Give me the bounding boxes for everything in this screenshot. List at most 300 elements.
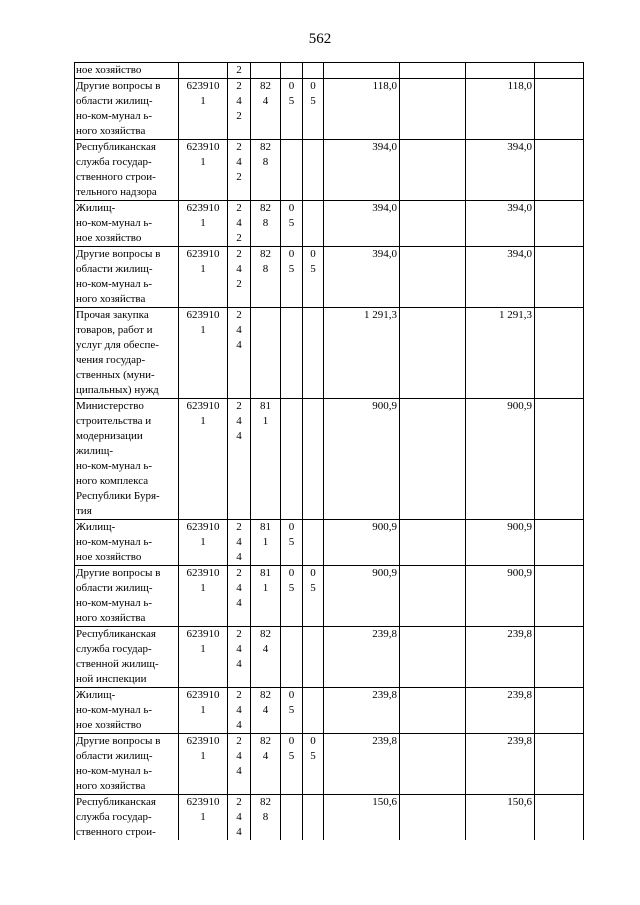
row-name-cell-line: ное хозяйство bbox=[76, 551, 142, 563]
row-name-cell-line: но-ком-мунал ь- bbox=[76, 460, 152, 472]
expense-type-cell bbox=[228, 79, 251, 140]
expense-type-cell bbox=[228, 63, 251, 79]
ministry-code-cell-line: 82 bbox=[260, 628, 271, 640]
section-cell-line: 5 bbox=[288, 263, 295, 275]
row-name-cell-line: ного хозяйства bbox=[76, 612, 146, 624]
section-cell-line: 0 bbox=[288, 80, 295, 92]
expense-type-cell-line: 4 bbox=[236, 339, 242, 351]
target-code-cell-line: 623910 bbox=[186, 567, 220, 579]
amount-extra-cell bbox=[535, 399, 584, 520]
row-name-cell-line: Другие вопросы в bbox=[76, 735, 161, 747]
row-name-cell-line: ного хозяйства bbox=[76, 780, 146, 792]
expense-type-cell-line: 4 bbox=[236, 658, 242, 670]
target-code-cell bbox=[179, 399, 228, 520]
ministry-code-cell bbox=[251, 140, 281, 201]
subsection-cell bbox=[303, 520, 324, 566]
target-code-cell-line: 1 bbox=[200, 156, 206, 168]
row-name-cell-line: Республики Буря- bbox=[76, 490, 160, 502]
row-name-cell-line: ного хозяйства bbox=[76, 125, 146, 137]
expense-type-cell bbox=[228, 627, 251, 688]
amount-republic-cell: 239,8 bbox=[466, 734, 535, 795]
amount-republic-cell: 394,0 bbox=[466, 140, 535, 201]
row-name-cell-line: ной инспекции bbox=[76, 673, 147, 685]
row-name-cell bbox=[75, 566, 179, 627]
expense-type-cell-line: 4 bbox=[236, 750, 242, 762]
expense-type-cell-line: 4 bbox=[236, 324, 242, 336]
row-name-cell-line: но-ком-мунал ь- bbox=[76, 597, 152, 609]
subsection-cell-line bbox=[304, 795, 322, 810]
row-name-cell-line: ственного строи- bbox=[76, 826, 156, 838]
table-row bbox=[75, 79, 584, 140]
table-body bbox=[75, 63, 584, 841]
expense-type-cell-line: 2 bbox=[236, 171, 242, 183]
expense-type-cell-line: 4 bbox=[236, 597, 242, 609]
subsection-cell-line: 5 bbox=[310, 750, 316, 762]
target-code-cell-line: 1 bbox=[200, 415, 206, 427]
expense-type-cell-line: 2 bbox=[236, 628, 242, 640]
target-code-cell bbox=[179, 201, 228, 247]
row-name-cell-line: строительства и bbox=[76, 415, 152, 427]
expense-type-cell bbox=[228, 520, 251, 566]
amount-total-cell: 394,0 bbox=[324, 201, 400, 247]
row-name-cell-line: области жилищ- bbox=[76, 263, 153, 275]
section-cell-line bbox=[282, 627, 301, 642]
ministry-code-cell bbox=[251, 201, 281, 247]
expense-type-cell-line: 2 bbox=[236, 232, 242, 244]
ministry-code-cell-line: 4 bbox=[262, 643, 269, 655]
expense-type-cell-line: 2 bbox=[236, 80, 242, 92]
amount-total-cell: 900,9 bbox=[324, 520, 400, 566]
row-name-cell bbox=[75, 308, 179, 399]
section-cell-line: 0 bbox=[288, 248, 295, 260]
ministry-code-cell-line: 81 bbox=[260, 567, 271, 579]
expense-type-cell bbox=[228, 140, 251, 201]
target-code-cell bbox=[179, 63, 228, 79]
expense-type-cell-line: 2 bbox=[236, 110, 242, 122]
row-name-cell-line: Жилищ- bbox=[76, 521, 116, 533]
expense-type-cell-line: 2 bbox=[236, 278, 242, 290]
expense-type-cell-line: 4 bbox=[236, 536, 242, 548]
target-code-cell bbox=[179, 688, 228, 734]
target-code-cell bbox=[179, 308, 228, 399]
section-cell bbox=[281, 247, 303, 308]
row-name-cell-line: ное хозяйство bbox=[76, 232, 142, 244]
target-code-cell-line: 623910 bbox=[186, 521, 220, 533]
row-name-cell bbox=[75, 140, 179, 201]
amount-federal-cell bbox=[400, 140, 466, 201]
row-name-cell-line: области жилищ- bbox=[76, 750, 153, 762]
subsection-cell bbox=[303, 627, 324, 688]
target-code-cell-line: 623910 bbox=[186, 80, 220, 92]
row-name-cell bbox=[75, 399, 179, 520]
amount-total-cell: 118,0 bbox=[324, 79, 400, 140]
subsection-cell bbox=[303, 63, 324, 79]
target-code-cell bbox=[179, 520, 228, 566]
amount-federal-cell bbox=[400, 201, 466, 247]
row-name-cell-line: но-ком-мунал ь- bbox=[76, 536, 152, 548]
amount-total-cell: 900,9 bbox=[324, 399, 400, 520]
section-cell-line: 5 bbox=[288, 704, 295, 716]
amount-republic-cell: 394,0 bbox=[466, 201, 535, 247]
table-row bbox=[75, 795, 584, 841]
amount-extra-cell bbox=[535, 247, 584, 308]
target-code-cell bbox=[179, 140, 228, 201]
ministry-code-cell-line: 1 bbox=[262, 536, 269, 548]
expense-type-cell-line: 2 bbox=[236, 796, 242, 808]
row-name-cell-line: Другие вопросы в bbox=[76, 248, 161, 260]
amount-total-cell: 900,9 bbox=[324, 566, 400, 627]
row-name-cell-line: но-ком-мунал ь- bbox=[76, 765, 152, 777]
amount-federal-cell bbox=[400, 566, 466, 627]
amount-extra-cell bbox=[535, 566, 584, 627]
expense-type-cell-line: 2 bbox=[236, 567, 242, 579]
ministry-code-cell-line: 82 bbox=[260, 689, 271, 701]
section-cell-line: 5 bbox=[288, 95, 295, 107]
expense-type-cell-line: 4 bbox=[236, 95, 242, 107]
amount-republic-cell: 239,8 bbox=[466, 627, 535, 688]
amount-federal-cell bbox=[400, 734, 466, 795]
ministry-code-cell-line: 1 bbox=[262, 415, 269, 427]
row-name-cell bbox=[75, 247, 179, 308]
section-cell bbox=[281, 795, 303, 841]
section-cell-line: 0 bbox=[288, 521, 295, 533]
row-name-cell-line: ного комплекса bbox=[76, 475, 149, 487]
row-name-cell bbox=[75, 795, 179, 841]
table-row bbox=[75, 520, 584, 566]
row-name-cell-line: ное хозяйство bbox=[76, 64, 142, 76]
row-name-cell-line: служба государ- bbox=[76, 156, 152, 168]
amount-federal-cell bbox=[400, 247, 466, 308]
row-name-cell-line: Республиканская bbox=[76, 628, 156, 640]
row-name-cell-line: Министерство bbox=[76, 400, 144, 412]
amount-extra-cell bbox=[535, 520, 584, 566]
row-name-cell bbox=[75, 201, 179, 247]
subsection-cell bbox=[303, 734, 324, 795]
expense-type-cell bbox=[228, 247, 251, 308]
ministry-code-cell-line: 4 bbox=[262, 95, 269, 107]
amount-extra-cell bbox=[535, 308, 584, 399]
table-row bbox=[75, 566, 584, 627]
target-code-cell bbox=[179, 627, 228, 688]
table-row bbox=[75, 140, 584, 201]
section-cell bbox=[281, 688, 303, 734]
amount-extra-cell bbox=[535, 734, 584, 795]
amount-extra-cell bbox=[535, 140, 584, 201]
amount-federal-cell bbox=[400, 520, 466, 566]
expense-type-cell bbox=[228, 795, 251, 841]
expense-type-cell-line: 2 bbox=[236, 689, 242, 701]
row-name-cell-line: ного хозяйства bbox=[76, 293, 146, 305]
amount-republic-cell: 900,9 bbox=[466, 520, 535, 566]
row-name-cell-line: Жилищ- bbox=[76, 689, 116, 701]
target-code-cell-line: 1 bbox=[200, 217, 206, 229]
ministry-code-cell-line: 82 bbox=[260, 141, 271, 153]
section-cell bbox=[281, 63, 303, 79]
section-cell bbox=[281, 140, 303, 201]
row-name-cell-line: но-ком-мунал ь- bbox=[76, 110, 152, 122]
amount-total-cell bbox=[324, 63, 400, 79]
table-row bbox=[75, 63, 584, 79]
subsection-cell-line bbox=[304, 201, 322, 216]
table-row bbox=[75, 308, 584, 399]
subsection-cell bbox=[303, 140, 324, 201]
target-code-cell bbox=[179, 734, 228, 795]
target-code-cell-line: 623910 bbox=[186, 796, 220, 808]
section-cell-line: 5 bbox=[288, 750, 295, 762]
row-name-cell-line: товаров, работ и bbox=[76, 324, 153, 336]
target-code-cell-line: 1 bbox=[200, 324, 206, 336]
amount-federal-cell bbox=[400, 79, 466, 140]
row-name-cell-line: чения государ- bbox=[76, 354, 146, 366]
ministry-code-cell-line: 82 bbox=[260, 735, 271, 747]
row-name-cell-line: ное хозяйство bbox=[76, 719, 142, 731]
target-code-cell-line: 623910 bbox=[186, 202, 220, 214]
target-code-cell bbox=[179, 247, 228, 308]
section-cell-line bbox=[282, 795, 301, 810]
ministry-code-cell bbox=[251, 627, 281, 688]
page-number: 562 bbox=[308, 31, 332, 47]
row-name-cell-line: Республиканская bbox=[76, 796, 156, 808]
subsection-cell bbox=[303, 308, 324, 399]
expense-type-cell-line: 2 bbox=[236, 248, 242, 260]
target-code-cell-line bbox=[180, 63, 226, 78]
ministry-code-cell-line: 8 bbox=[262, 156, 269, 168]
target-code-cell-line: 1 bbox=[200, 263, 206, 275]
subsection-cell bbox=[303, 566, 324, 627]
row-name-cell-line: служба государ- bbox=[76, 811, 152, 823]
row-name-cell-line: Другие вопросы в bbox=[76, 80, 161, 92]
expense-type-cell-line: 2 bbox=[236, 400, 242, 412]
amount-extra-cell bbox=[535, 63, 584, 79]
ministry-code-cell-line: 82 bbox=[260, 796, 271, 808]
expense-type-cell-line: 4 bbox=[236, 217, 242, 229]
amount-republic-cell: 1 291,3 bbox=[466, 308, 535, 399]
ministry-code-cell bbox=[251, 308, 281, 399]
target-code-cell-line: 1 bbox=[200, 811, 206, 823]
target-code-cell-line: 1 bbox=[200, 536, 206, 548]
section-cell bbox=[281, 79, 303, 140]
ministry-code-cell bbox=[251, 399, 281, 520]
amount-federal-cell bbox=[400, 308, 466, 399]
expense-type-cell-line: 4 bbox=[236, 551, 242, 563]
expense-type-cell-line: 2 bbox=[236, 735, 242, 747]
amount-federal-cell bbox=[400, 399, 466, 520]
section-cell bbox=[281, 627, 303, 688]
expense-type-cell-line: 4 bbox=[236, 765, 242, 777]
expense-type-cell-line: 4 bbox=[236, 826, 242, 838]
target-code-cell-line: 623910 bbox=[186, 735, 220, 747]
expense-type-cell bbox=[228, 566, 251, 627]
section-cell bbox=[281, 399, 303, 520]
section-cell-line: 5 bbox=[288, 536, 295, 548]
target-code-cell-line: 1 bbox=[200, 95, 206, 107]
amount-republic-cell bbox=[466, 63, 535, 79]
section-cell-line bbox=[282, 308, 301, 323]
expense-type-cell-line: 2 bbox=[236, 64, 242, 76]
subsection-cell-line bbox=[304, 399, 322, 414]
expense-type-cell-line: 4 bbox=[236, 704, 242, 716]
expense-type-cell bbox=[228, 734, 251, 795]
expense-type-cell-line: 4 bbox=[236, 156, 242, 168]
amount-federal-cell bbox=[400, 795, 466, 841]
row-name-cell-line: модернизации bbox=[76, 430, 143, 442]
ministry-code-cell bbox=[251, 795, 281, 841]
subsection-cell-line bbox=[304, 308, 322, 323]
row-name-cell-line: услуг для обеспе- bbox=[76, 339, 159, 351]
subsection-cell bbox=[303, 399, 324, 520]
amount-republic-cell: 900,9 bbox=[466, 399, 535, 520]
subsection-cell-line bbox=[304, 140, 322, 155]
amount-total-cell: 239,8 bbox=[324, 627, 400, 688]
section-cell bbox=[281, 566, 303, 627]
target-code-cell-line: 1 bbox=[200, 643, 206, 655]
expense-type-cell bbox=[228, 201, 251, 247]
row-name-cell-line: служба государ- bbox=[76, 643, 152, 655]
ministry-code-cell-line: 81 bbox=[260, 400, 271, 412]
subsection-cell bbox=[303, 795, 324, 841]
ministry-code-cell bbox=[251, 79, 281, 140]
expense-type-cell-line: 4 bbox=[236, 263, 242, 275]
table-row bbox=[75, 627, 584, 688]
ministry-code-cell bbox=[251, 566, 281, 627]
expense-type-cell-line: 4 bbox=[236, 582, 242, 594]
ministry-code-cell-line: 82 bbox=[260, 80, 271, 92]
amount-republic-cell: 150,6 bbox=[466, 795, 535, 841]
row-name-cell-line: тия bbox=[76, 505, 92, 517]
subsection-cell bbox=[303, 201, 324, 247]
subsection-cell-line: 0 bbox=[310, 567, 316, 579]
amount-republic-cell: 239,8 bbox=[466, 688, 535, 734]
section-cell bbox=[281, 308, 303, 399]
table-row bbox=[75, 399, 584, 520]
ministry-code-cell-line: 8 bbox=[262, 217, 269, 229]
ministry-code-cell-line bbox=[252, 63, 279, 78]
table-row bbox=[75, 201, 584, 247]
table-row bbox=[75, 734, 584, 795]
row-name-cell-line: Прочая закупка bbox=[76, 309, 149, 321]
target-code-cell bbox=[179, 79, 228, 140]
subsection-cell bbox=[303, 79, 324, 140]
row-name-cell-line: Жилищ- bbox=[76, 202, 116, 214]
target-code-cell-line: 1 bbox=[200, 582, 206, 594]
expense-type-cell-line: 4 bbox=[236, 415, 242, 427]
row-name-cell bbox=[75, 79, 179, 140]
row-name-cell bbox=[75, 520, 179, 566]
table-row bbox=[75, 247, 584, 308]
ministry-code-cell-line: 82 bbox=[260, 202, 271, 214]
expense-type-cell-line: 4 bbox=[236, 719, 242, 731]
subsection-cell-line: 0 bbox=[310, 735, 316, 747]
ministry-code-cell-line: 81 bbox=[260, 521, 271, 533]
amount-total-cell: 394,0 bbox=[324, 247, 400, 308]
expense-type-cell-line: 2 bbox=[236, 521, 242, 533]
amount-total-cell: 239,8 bbox=[324, 688, 400, 734]
ministry-code-cell-line: 4 bbox=[262, 750, 269, 762]
section-cell-line bbox=[282, 140, 301, 155]
expense-type-cell-line: 2 bbox=[236, 141, 242, 153]
ministry-code-cell-line: 4 bbox=[262, 704, 269, 716]
row-name-cell-line: области жилищ- bbox=[76, 95, 153, 107]
expense-type-cell bbox=[228, 308, 251, 399]
expense-type-cell-line: 4 bbox=[236, 643, 242, 655]
subsection-cell-line: 5 bbox=[310, 582, 316, 594]
row-name-cell-line: но-ком-мунал ь- bbox=[76, 278, 152, 290]
row-name-cell-line: Другие вопросы в bbox=[76, 567, 161, 579]
row-name-cell-line: ципальных) нужд bbox=[76, 384, 159, 396]
amount-federal-cell bbox=[400, 688, 466, 734]
amount-federal-cell bbox=[400, 63, 466, 79]
expense-type-cell-line: 2 bbox=[236, 309, 242, 321]
amount-republic-cell: 118,0 bbox=[466, 79, 535, 140]
amount-extra-cell bbox=[535, 79, 584, 140]
section-cell bbox=[281, 520, 303, 566]
amount-total-cell: 1 291,3 bbox=[324, 308, 400, 399]
row-name-cell-line: но-ком-мунал ь- bbox=[76, 217, 152, 229]
ministry-code-cell bbox=[251, 520, 281, 566]
subsection-cell-line: 0 bbox=[310, 80, 316, 92]
section-cell bbox=[281, 201, 303, 247]
ministry-code-cell bbox=[251, 688, 281, 734]
target-code-cell-line: 1 bbox=[200, 750, 206, 762]
target-code-cell-line: 623910 bbox=[186, 141, 220, 153]
target-code-cell-line: 623910 bbox=[186, 689, 220, 701]
section-cell-line: 5 bbox=[288, 217, 295, 229]
amount-extra-cell bbox=[535, 201, 584, 247]
expense-type-cell-line: 4 bbox=[236, 430, 242, 442]
amount-extra-cell bbox=[535, 795, 584, 841]
amount-republic-cell: 394,0 bbox=[466, 247, 535, 308]
target-code-cell-line: 1 bbox=[200, 704, 206, 716]
subsection-cell bbox=[303, 247, 324, 308]
subsection-cell-line bbox=[304, 63, 322, 78]
ministry-code-cell-line: 82 bbox=[260, 248, 271, 260]
ministry-code-cell-line: 8 bbox=[262, 811, 269, 823]
subsection-cell bbox=[303, 688, 324, 734]
subsection-cell-line bbox=[304, 520, 322, 535]
row-name-cell-line: Республиканская bbox=[76, 141, 156, 153]
row-name-cell-line: области жилищ- bbox=[76, 582, 153, 594]
ministry-code-cell bbox=[251, 247, 281, 308]
section-cell-line: 0 bbox=[288, 567, 295, 579]
row-name-cell-line: тельного надзора bbox=[76, 186, 157, 198]
expense-type-cell bbox=[228, 399, 251, 520]
section-cell bbox=[281, 734, 303, 795]
section-cell-line: 0 bbox=[288, 689, 295, 701]
ministry-code-cell bbox=[251, 734, 281, 795]
row-name-cell-line: ственных (муни- bbox=[76, 369, 155, 381]
amount-total-cell: 150,6 bbox=[324, 795, 400, 841]
expense-type-cell-line: 4 bbox=[236, 811, 242, 823]
expense-type-cell bbox=[228, 688, 251, 734]
target-code-cell bbox=[179, 566, 228, 627]
amount-republic-cell: 900,9 bbox=[466, 566, 535, 627]
subsection-cell-line: 5 bbox=[310, 263, 316, 275]
row-name-cell-line: ственного строи- bbox=[76, 171, 156, 183]
row-name-cell bbox=[75, 627, 179, 688]
amount-federal-cell bbox=[400, 627, 466, 688]
amount-total-cell: 394,0 bbox=[324, 140, 400, 201]
expense-type-cell-line: 2 bbox=[236, 202, 242, 214]
row-name-cell bbox=[75, 734, 179, 795]
amount-total-cell: 239,8 bbox=[324, 734, 400, 795]
subsection-cell-line bbox=[304, 688, 322, 703]
ministry-code-cell-line: 8 bbox=[262, 263, 269, 275]
budget-table bbox=[74, 62, 584, 840]
target-code-cell-line: 623910 bbox=[186, 248, 220, 260]
row-name-cell bbox=[75, 63, 179, 79]
ministry-code-cell bbox=[251, 63, 281, 79]
row-name-cell bbox=[75, 688, 179, 734]
